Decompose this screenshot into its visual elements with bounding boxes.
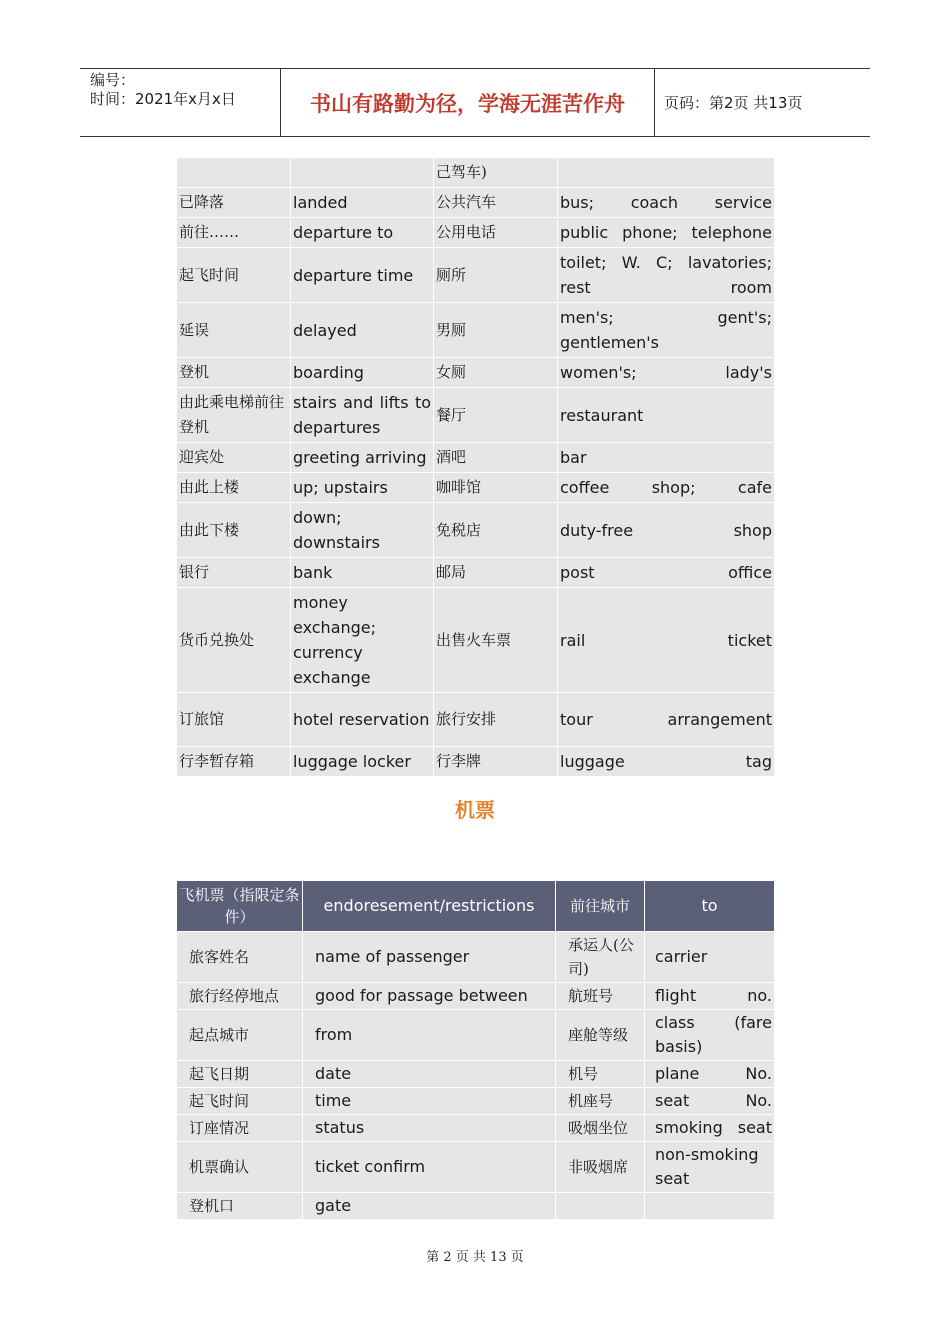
table-cell: rail ticket xyxy=(558,588,775,693)
table-cell xyxy=(177,158,291,188)
table-row xyxy=(177,1088,775,1115)
table-cell: seat No. xyxy=(645,1088,775,1115)
table-cell: smoking seat xyxy=(645,1115,775,1142)
table-row xyxy=(177,588,775,693)
table-cell: tour arrangement xyxy=(558,693,775,747)
table-cell: 男厕 xyxy=(434,303,558,358)
table-cell: carrier xyxy=(645,932,775,983)
table-cell: 厕所 xyxy=(434,248,558,303)
header-motto: 书山有路勤为径，学海无涯苦作舟 xyxy=(281,69,655,136)
table-cell: departure time xyxy=(291,248,434,303)
table-row xyxy=(177,473,775,503)
table-cell: luggage tag xyxy=(558,747,775,777)
table-cell: coffee shop; cafe xyxy=(558,473,775,503)
table-cell: 订旅馆 xyxy=(177,693,291,747)
table-cell: men's; gent's; gentlemen's xyxy=(558,303,775,358)
header-page-info: 页码：第2页 共13页 xyxy=(664,94,803,112)
table-cell: 座舱等级 xyxy=(556,1010,645,1061)
table-cell: 已降落 xyxy=(177,188,291,218)
table-row xyxy=(177,358,775,388)
table-cell: hotel reservation xyxy=(291,693,434,747)
table-cell: 己驾车) xyxy=(434,158,558,188)
table-row xyxy=(177,443,775,473)
table-cell: duty-free shop xyxy=(558,503,775,558)
table-cell: 邮局 xyxy=(434,558,558,588)
page-header xyxy=(80,68,870,137)
table-cell: 由此下楼 xyxy=(177,503,291,558)
table-cell: 起飞时间 xyxy=(177,248,291,303)
table-cell: bus; coach service xyxy=(558,188,775,218)
table-header-row xyxy=(177,881,775,932)
table-row xyxy=(177,1142,775,1193)
table-header-cell: 前往城市 xyxy=(556,881,645,932)
table-row xyxy=(177,188,775,218)
table-cell: 延误 xyxy=(177,303,291,358)
table-cell: public phone; telephone xyxy=(558,218,775,248)
table-cell: toilet; W. C; lavatories; rest room xyxy=(558,248,775,303)
table-cell: landed xyxy=(291,188,434,218)
table-cell: non-smoking seat xyxy=(645,1142,775,1193)
table-cell: status xyxy=(303,1115,556,1142)
table-cell: delayed xyxy=(291,303,434,358)
table-cell: 公共汽车 xyxy=(434,188,558,218)
table-cell xyxy=(556,1193,645,1220)
table-cell: class (fare basis) xyxy=(645,1010,775,1061)
table-cell: bar xyxy=(558,443,775,473)
table-cell: 迎宾处 xyxy=(177,443,291,473)
table-row xyxy=(177,747,775,777)
airport-signs-table xyxy=(176,157,775,777)
table-cell xyxy=(291,158,434,188)
page-footer: 第 2 页 共 13 页 xyxy=(426,1250,524,1265)
table-row xyxy=(177,693,775,747)
table-cell: bank xyxy=(291,558,434,588)
table-row xyxy=(177,1115,775,1142)
table-cell: money exchange; currency exchange xyxy=(291,588,434,693)
table-cell: up; upstairs xyxy=(291,473,434,503)
table-header-cell: 飞机票（指限定条件） xyxy=(177,881,303,932)
table-row xyxy=(177,303,775,358)
table-cell: 酒吧 xyxy=(434,443,558,473)
header-time: 时间：2021年x月x日 xyxy=(90,90,236,108)
table-row xyxy=(177,558,775,588)
table-row xyxy=(177,983,775,1010)
table-cell: 公用电话 xyxy=(434,218,558,248)
table-cell: 行李牌 xyxy=(434,747,558,777)
air-ticket-table xyxy=(176,880,775,1220)
table-cell: luggage locker xyxy=(291,747,434,777)
section-title: 机票 xyxy=(455,798,495,822)
table-cell: 前往…… xyxy=(177,218,291,248)
table-cell: 餐厅 xyxy=(434,388,558,443)
table-row xyxy=(177,1010,775,1061)
table-cell: 机号 xyxy=(556,1061,645,1088)
table-cell xyxy=(645,1193,775,1220)
table-cell: plane No. xyxy=(645,1061,775,1088)
table-cell: 行李暂存箱 xyxy=(177,747,291,777)
table-cell: stairs and lifts to departures xyxy=(291,388,434,443)
table-cell: 承运人(公司) xyxy=(556,932,645,983)
table-cell: 起点城市 xyxy=(177,1010,303,1061)
table-cell: down; downstairs xyxy=(291,503,434,558)
table-cell: from xyxy=(303,1010,556,1061)
table-row xyxy=(177,388,775,443)
table-row xyxy=(177,248,775,303)
table-row xyxy=(177,218,775,248)
table-cell: name of passenger xyxy=(303,932,556,983)
table-cell: ticket confirm xyxy=(303,1142,556,1193)
table-cell: 银行 xyxy=(177,558,291,588)
table-cell: 由此乘电梯前往登机 xyxy=(177,388,291,443)
table-cell: 旅客姓名 xyxy=(177,932,303,983)
table-cell: boarding xyxy=(291,358,434,388)
table-cell: 登机口 xyxy=(177,1193,303,1220)
table-cell: 起飞时间 xyxy=(177,1088,303,1115)
table-cell: time xyxy=(303,1088,556,1115)
table-cell xyxy=(558,158,775,188)
table-row xyxy=(177,503,775,558)
table-cell: 旅行经停地点 xyxy=(177,983,303,1010)
table-cell: women's; lady's xyxy=(558,358,775,388)
table-cell: good for passage between xyxy=(303,983,556,1010)
table-cell: 咖啡馆 xyxy=(434,473,558,503)
table-cell: post office xyxy=(558,558,775,588)
table-cell: 旅行安排 xyxy=(434,693,558,747)
table-row xyxy=(177,1193,775,1220)
table-cell: flight no. xyxy=(645,983,775,1010)
table-cell: 机座号 xyxy=(556,1088,645,1115)
table-cell: 女厕 xyxy=(434,358,558,388)
table-header-cell: to xyxy=(645,881,775,932)
table-cell: 非吸烟席 xyxy=(556,1142,645,1193)
table-row xyxy=(177,158,775,188)
table-header-cell: endoresement/restrictions xyxy=(303,881,556,932)
table-cell: 免税店 xyxy=(434,503,558,558)
table-cell: greeting arriving xyxy=(291,443,434,473)
table-cell: gate xyxy=(303,1193,556,1220)
header-number: 编号： xyxy=(90,71,136,89)
table-cell: 货币兑换处 xyxy=(177,588,291,693)
table-cell: 吸烟坐位 xyxy=(556,1115,645,1142)
table-cell: 起飞日期 xyxy=(177,1061,303,1088)
header-meta xyxy=(80,69,281,136)
table-row xyxy=(177,1061,775,1088)
table-cell: 机票确认 xyxy=(177,1142,303,1193)
table-cell: 订座情况 xyxy=(177,1115,303,1142)
table-cell: 航班号 xyxy=(556,983,645,1010)
table-cell: date xyxy=(303,1061,556,1088)
table-cell: 登机 xyxy=(177,358,291,388)
table-cell: restaurant xyxy=(558,388,775,443)
table-cell: 由此上楼 xyxy=(177,473,291,503)
table-cell: departure to xyxy=(291,218,434,248)
table-row xyxy=(177,932,775,983)
table-cell: 出售火车票 xyxy=(434,588,558,693)
